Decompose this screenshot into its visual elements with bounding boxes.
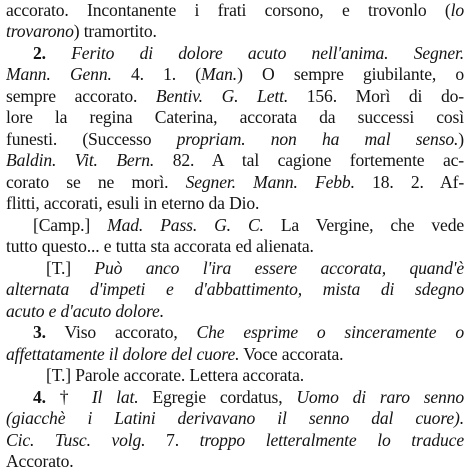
- text-line-16: [33, 322, 464, 344]
- citation-ref: 4. 1. (: [130, 64, 201, 84]
- text-line-3: [33, 43, 464, 65]
- italic-text: affettatamente il dolore del cuore.: [6, 344, 240, 364]
- editor-tag: [Camp.]: [33, 215, 91, 235]
- line-text: funesti. (Successo: [6, 129, 152, 149]
- line-text: corato se ne morì.: [6, 172, 169, 192]
- text-line-6: [6, 107, 464, 129]
- line-text: Voce accorata.: [243, 344, 344, 364]
- text-line-1: [6, 0, 464, 22]
- italic-text: Che esprime o sinceramente o: [196, 322, 464, 342]
- italic-text: Può anco l'ira essere accorata, quand'è: [94, 258, 464, 278]
- line-text: La Vergine, che vede: [280, 215, 464, 235]
- italic-text: propriam. non ha mal senso.: [176, 129, 459, 149]
- italic-text: Il lat.: [91, 387, 139, 407]
- citation-source: Mad. Pass. G. C.: [107, 215, 264, 235]
- line-text: Parole accorate. Lettera accorata.: [75, 365, 305, 385]
- line-text: Viso accorato,: [64, 322, 178, 342]
- line-text: 82. A tal cagione fortemente ac-: [172, 150, 464, 170]
- text-line-9: [6, 172, 464, 194]
- italic-text: Uomo di raro senno: [296, 387, 464, 407]
- citation-source: Segner. Mann. Febb.: [185, 172, 355, 192]
- text-line-8: [6, 150, 464, 172]
- line-text: lore la regina Caterina, accorata da successi così: [6, 107, 464, 127]
- text-line-7: [6, 129, 464, 151]
- definition-text: Ferito di dolore acuto nell'anima.: [71, 43, 389, 63]
- line-text: ): [458, 129, 464, 149]
- italic-text: lo: [450, 0, 464, 20]
- italic-text: alternata d'impeti e d'abbattimento, mista di sdegno: [6, 279, 464, 299]
- text-line-12: [6, 236, 464, 258]
- text-line-13: [46, 258, 464, 280]
- citation-source: Cic. Tusc. volg.: [6, 430, 146, 450]
- line-text: sempre accorato.: [6, 86, 138, 106]
- citation-source: Man.: [201, 64, 238, 84]
- text-line-5: [6, 86, 464, 108]
- italic-text: (giacchè i Latini derivavano il senno dal cuore).: [6, 408, 464, 428]
- italic-text: trovarono: [6, 21, 74, 41]
- text-line-18: [46, 365, 464, 387]
- sense-number: 2.: [33, 43, 46, 63]
- editor-tag: [T.]: [46, 365, 71, 385]
- line-text: accorato. Incontanente i frati corsono, e trovonlo (: [6, 0, 451, 20]
- text-line-10: [6, 193, 464, 215]
- text-line-2: [6, 21, 464, 43]
- italic-text: acuto e d'acuto dolore.: [6, 301, 164, 321]
- line-text: Accorato.: [6, 451, 74, 471]
- line-text: 18. 2. Af-: [372, 172, 464, 192]
- italic-text: troppo letteralmente lo traduce: [199, 430, 464, 450]
- text-line-21: [6, 430, 464, 452]
- text-line-4: [6, 64, 464, 86]
- sense-number: 3.: [33, 322, 46, 342]
- citation-source: Segner.: [413, 43, 464, 63]
- line-text: tutto questo... e tutta sta accorata ed alienata.: [6, 236, 314, 256]
- text-line-22: [6, 451, 464, 473]
- text-line-15: [6, 301, 464, 323]
- sense-number: 4.: [33, 387, 46, 407]
- text-line-11: [33, 215, 464, 237]
- editor-tag: [T.]: [46, 258, 71, 278]
- text-line-19: [33, 387, 464, 409]
- citation-source: Mann. Genn.: [6, 64, 112, 84]
- line-text: Egregie cordatus,: [152, 387, 283, 407]
- dagger-mark: †: [59, 387, 78, 407]
- citation-source: Baldin. Vit. Bern.: [6, 150, 155, 170]
- line-text: ) tramortito.: [73, 21, 157, 41]
- text-line-20: [6, 408, 464, 430]
- line-text: 7.: [166, 430, 179, 450]
- text-line-14: [6, 279, 464, 301]
- line-text: ) O sempre giubilante, o: [237, 64, 464, 84]
- citation-source: Bentiv. G. Lett.: [155, 86, 289, 106]
- line-text: flitti, accorati, esuli in eterno da Dio.: [6, 193, 260, 213]
- line-text: 156. Morì di do-: [306, 86, 464, 106]
- text-line-17: [6, 344, 464, 366]
